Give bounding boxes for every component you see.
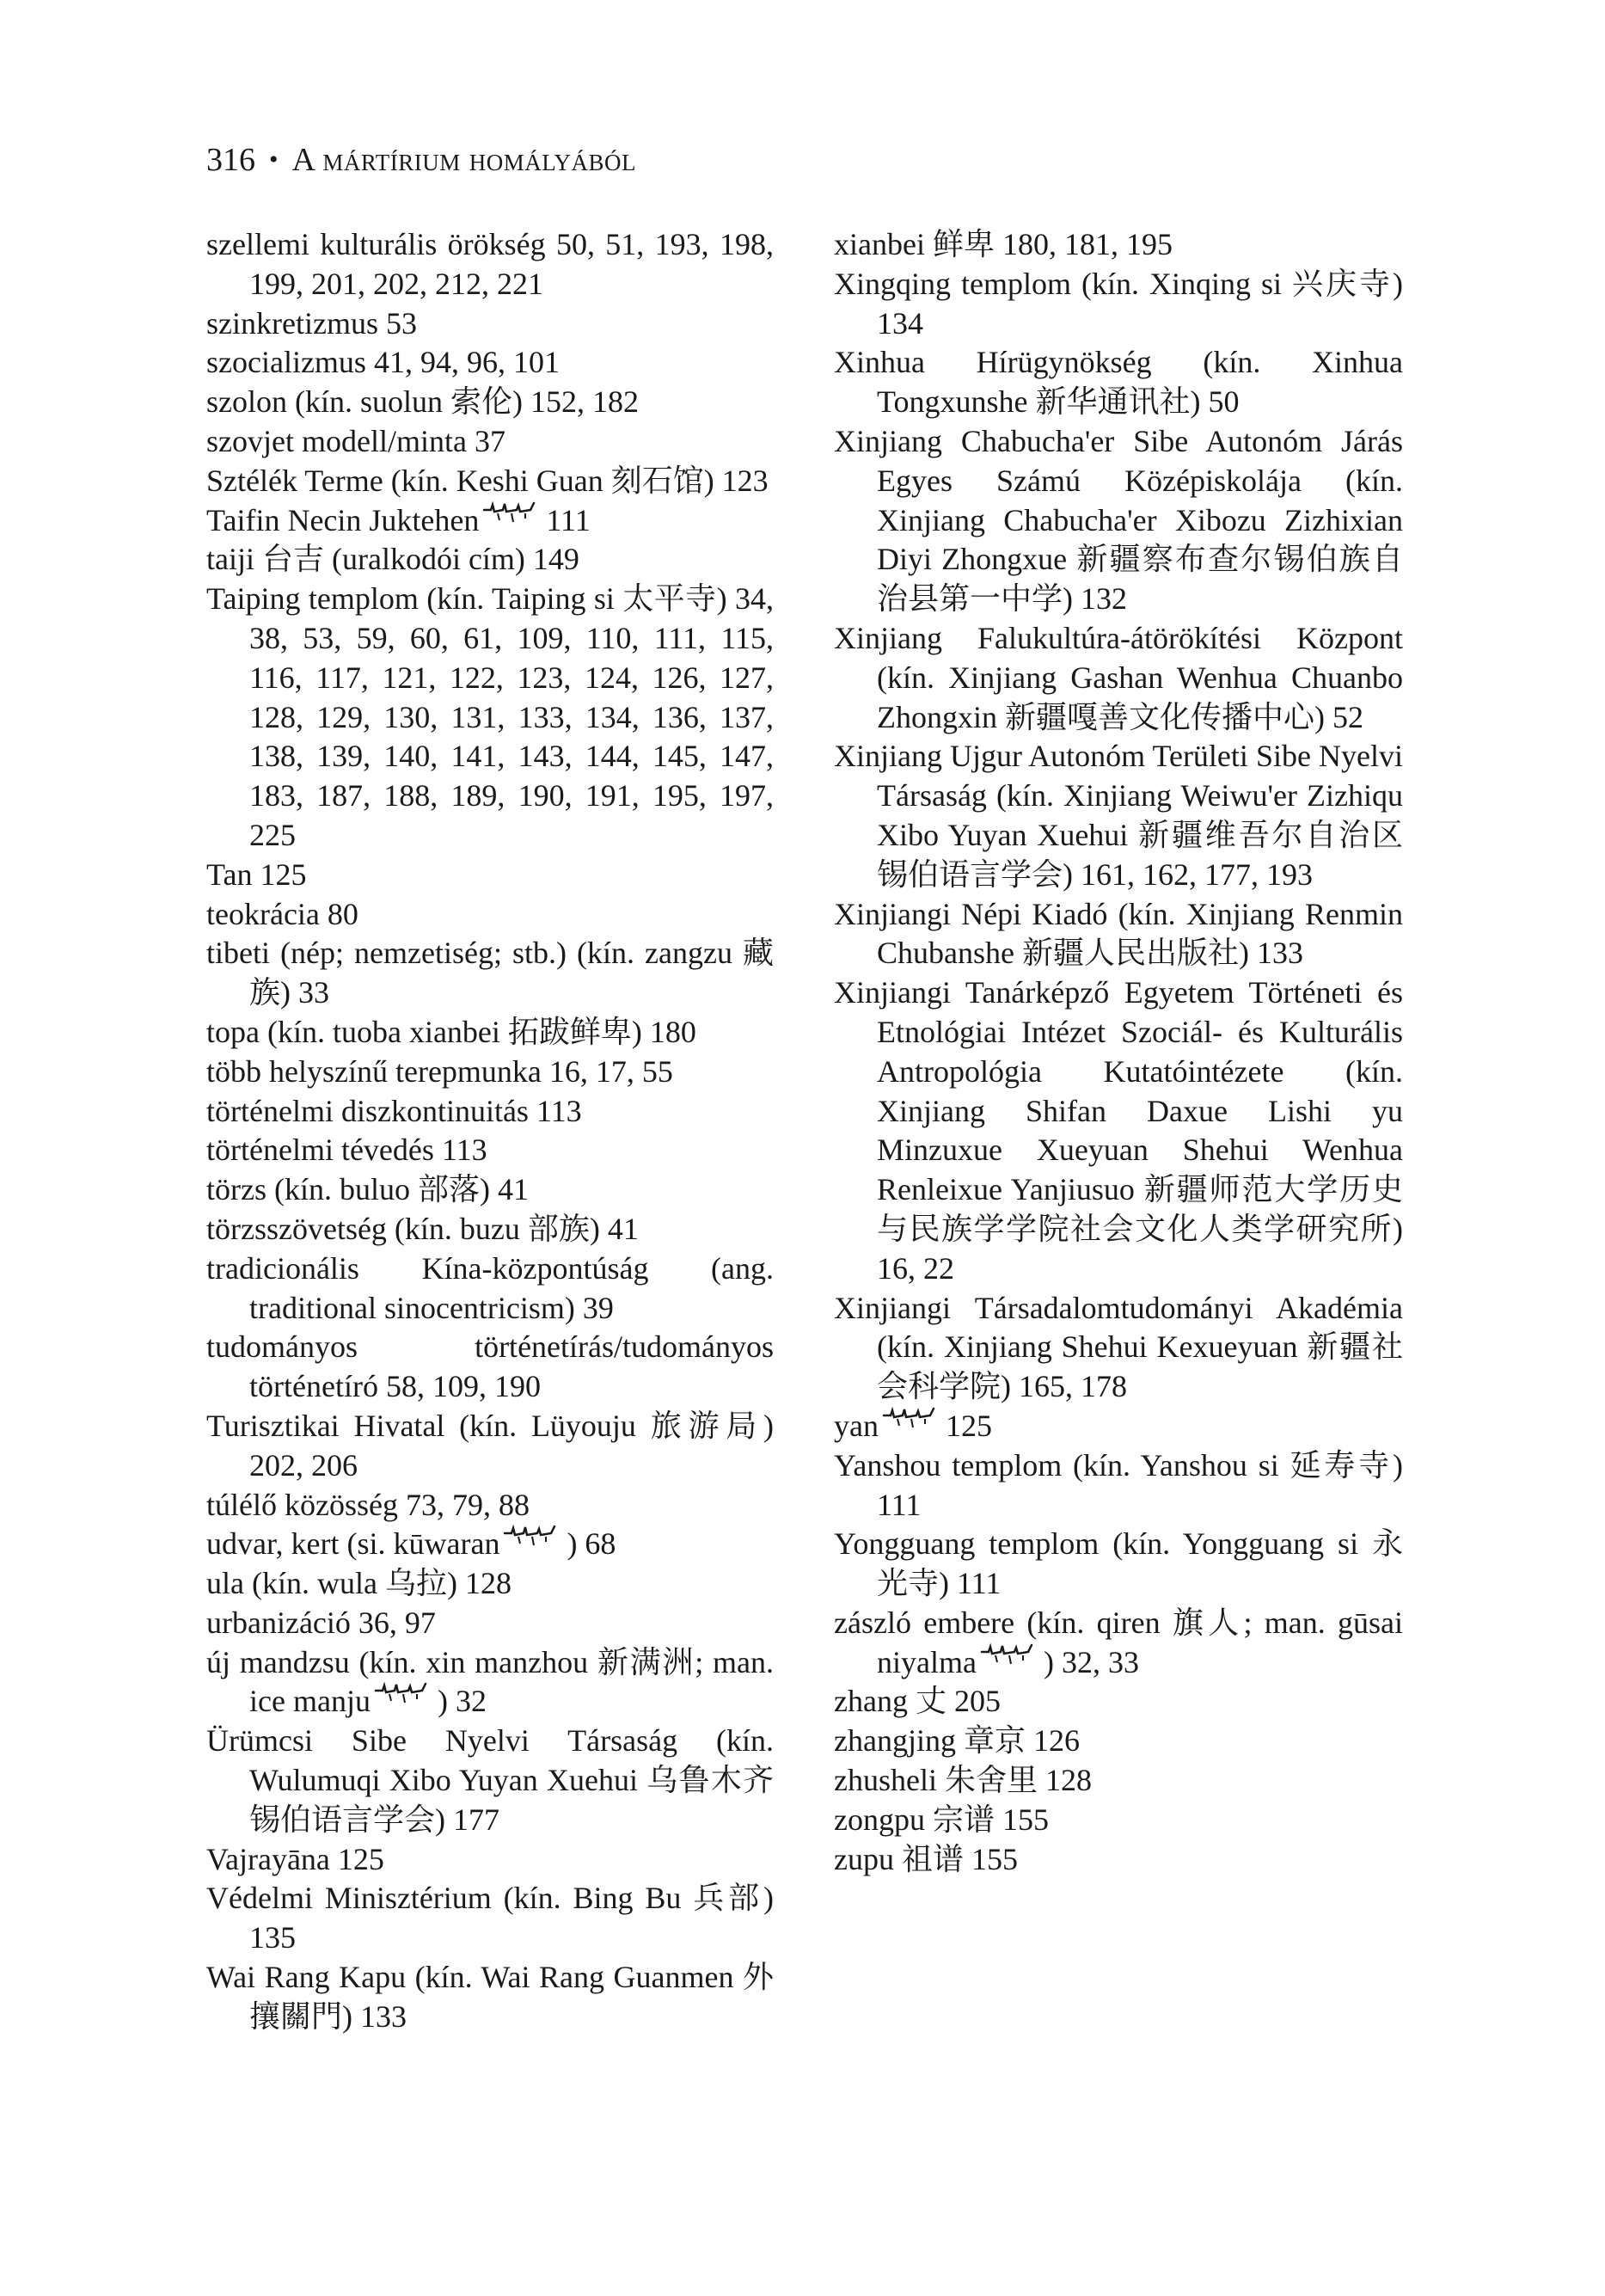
entry-pages: ) 68 bbox=[567, 1526, 616, 1562]
index-entry: szellemi kulturális örökség 50, 51, 193, 198, 199, 201, 202, 212, 221 bbox=[206, 227, 774, 301]
index-entry: ula (kín. wula 乌拉) 128 bbox=[206, 1566, 512, 1601]
index-entry bbox=[834, 1407, 1403, 1446]
index-entry bbox=[206, 501, 774, 541]
index-entry: Xingqing templom (kín. Xinqing si 兴庆寺) 134 bbox=[834, 266, 1403, 341]
index-entry: szocializmus 41, 94, 96, 101 bbox=[206, 345, 560, 380]
index-entry: Turisztikai Hivatal (kín. Lüyouju 旅游局) 202, 206 bbox=[206, 1408, 774, 1483]
manchu-script-icon bbox=[482, 501, 542, 527]
index-entry: szovjet modell/minta 37 bbox=[206, 423, 505, 458]
manchu-script-icon bbox=[882, 1407, 942, 1433]
index-entry: zupu 祖谱 155 bbox=[834, 1841, 1018, 1876]
index-entry: Vajrayāna 125 bbox=[206, 1841, 384, 1876]
index-entry: szolon (kín. suolun 索伦) 152, 182 bbox=[206, 384, 639, 420]
index-entry: Wai Rang Kapu (kín. Wai Rang Guanmen 外攘關門) 133 bbox=[206, 1960, 774, 2034]
manchu-script-icon bbox=[980, 1643, 1040, 1669]
entry-text: udvar, kert (si. kūwaran bbox=[206, 1526, 500, 1562]
index-entry: törzs (kín. buluo 部落) 41 bbox=[206, 1172, 529, 1207]
index-entry: urbanizáció 36, 97 bbox=[206, 1605, 436, 1640]
entry-text: új mandzsu (kín. xin manzhou 新满洲; man. ice manju bbox=[206, 1644, 774, 1719]
page-number: 316 bbox=[206, 142, 255, 178]
index-entry: xianbei 鲜卑 180, 181, 195 bbox=[834, 227, 1173, 261]
index-entry: Védelmi Minisztérium (kín. Bing Bu 兵部) 135 bbox=[206, 1881, 774, 1955]
entry-text: zászló embere (kín. qiren 旗人; man. gūsai niyalma bbox=[834, 1605, 1403, 1679]
index-entry: tibeti (nép; nemzetiség; stb.) (kín. zangzu 藏族) 33 bbox=[206, 936, 774, 1010]
entry-text: yan bbox=[834, 1408, 879, 1443]
index-entry: Sztélék Terme (kín. Keshi Guan 刻石馆) 123 bbox=[206, 463, 769, 498]
index-entry: zhangjing 章京 126 bbox=[834, 1723, 1080, 1759]
header-bullet: • bbox=[269, 145, 279, 174]
index-entry: Xinjiangi Tanárképző Egyetem Történeti és Etnológiai Intézet Szociál- és Kulturális Antropológia Kutatóintézete (kín. Xinjiang Shifan Daxue Lishi yu Minzuxue Xueyuan Shehui Wenhua Renleixue Yanjiusuo 新疆师范大学历史与民族学学院社会文化人类学研究所) 16, 22 bbox=[834, 975, 1403, 1286]
index-entry: Tan 125 bbox=[206, 856, 307, 892]
manchu-script-icon bbox=[503, 1525, 563, 1550]
index-entry: zhang 丈 205 bbox=[834, 1684, 1001, 1719]
index-entry: törzsszövetség (kín. buzu 部族) 41 bbox=[206, 1211, 639, 1246]
entry-pages: ) 32 bbox=[437, 1684, 487, 1719]
index-entry: zhusheli 朱舍里 128 bbox=[834, 1763, 1092, 1798]
index-entry: történelmi diszkontinuitás 113 bbox=[206, 1093, 582, 1128]
entry-pages: 111 bbox=[546, 502, 591, 537]
manchu-script-icon bbox=[374, 1682, 434, 1708]
index-entry: tradicionális Kína-központúság (ang. traditional sinocentricism) 39 bbox=[206, 1250, 774, 1325]
entry-pages: ) 32, 33 bbox=[1043, 1644, 1139, 1679]
index-entry: Xinjiangi Társadalomtudományi Akadémia (kín. Xinjiang Shehui Kexueyuan 新疆社会科学院) 165, 178 bbox=[834, 1290, 1403, 1404]
index-entry: túlélő közösség 73, 79, 88 bbox=[206, 1487, 530, 1522]
entry-pages: 125 bbox=[945, 1408, 992, 1443]
book-title: A mártírium homályából bbox=[291, 142, 637, 178]
index-entry: Xinhua Hírügynökség (kín. Xinhua Tongxunshe 新华通讯社) 50 bbox=[834, 345, 1403, 420]
index-entry: több helyszínű terepmunka 16, 17, 55 bbox=[206, 1053, 673, 1089]
index-entry: Xinjiang Falukultúra-átörökítési Központ (kín. Xinjiang Gashan Wenhua Chuanbo Zhongxin 新疆嘎善文化传播中心) 52 bbox=[834, 620, 1403, 734]
index-entry bbox=[206, 1525, 774, 1564]
index-entry: Yanshou templom (kín. Yanshou si 延寿寺) 111 bbox=[834, 1447, 1403, 1522]
index-entry: zongpu 宗谱 155 bbox=[834, 1802, 1049, 1837]
index-entry: szinkretizmus 53 bbox=[206, 305, 417, 341]
index-entry: teokrácia 80 bbox=[206, 896, 358, 931]
index-entry: topa (kín. tuoba xianbei 拓跋鲜卑) 180 bbox=[206, 1014, 696, 1049]
index-entry: Yongguang templom (kín. Yongguang si 永光寺) 111 bbox=[834, 1526, 1403, 1601]
index-entry: történelmi tévedés 113 bbox=[206, 1133, 487, 1168]
index-entry: Xinjiangi Népi Kiadó (kín. Xinjiang Renmin Chubanshe 新疆人民出版社) 133 bbox=[834, 896, 1403, 971]
index-entry: taiji 台吉 (uralkodói cím) 149 bbox=[206, 542, 579, 577]
index-entry: Taiping templom (kín. Taiping si 太平寺) 34, 38, 53, 59, 60, 61, 109, 110, 111, 115, 116, 117, 121, 122, 123, 124, 126, 127, 128, 129, 130, 131, 133, 134, 136, 137, 138, 139, 140, 141, 143, 144, 145, 147, 183, 187, 188, 189, 190, 191, 195, 197, 225 bbox=[206, 581, 774, 852]
index-entry bbox=[206, 1643, 774, 1722]
running-header bbox=[206, 139, 636, 183]
index-entry: Xinjiang Ujgur Autonóm Területi Sibe Nyelvi Társaság (kín. Xinjiang Weiwu'er Zizhiqu Xibo Yuyan Xuehui 新疆维吾尔自治区锡伯语言学会) 161, 162, 177, 193 bbox=[834, 739, 1403, 892]
entry-text: Taifin Necin Juktehen bbox=[206, 502, 480, 537]
index-entry: Ürümcsi Sibe Nyelvi Társaság (kín. Wulumuqi Xibo Yuyan Xuehui 乌鲁木齐锡伯语言学会) 177 bbox=[206, 1723, 774, 1837]
index-entry: tudományos történetírás/tudományos történetíró 58, 109, 190 bbox=[206, 1329, 774, 1404]
index-column-left bbox=[206, 225, 774, 2037]
index-entry bbox=[834, 1604, 1403, 1683]
index-entry: Xinjiang Chabucha'er Sibe Autonóm Járás Egyes Számú Középiskolája (kín. Xinjiang Chabucha'er Xibozu Zizhixian Diyi Zhongxue 新疆察布查尔锡伯族自治县第一中学) 132 bbox=[834, 423, 1403, 617]
index-column-right bbox=[834, 225, 1403, 1879]
